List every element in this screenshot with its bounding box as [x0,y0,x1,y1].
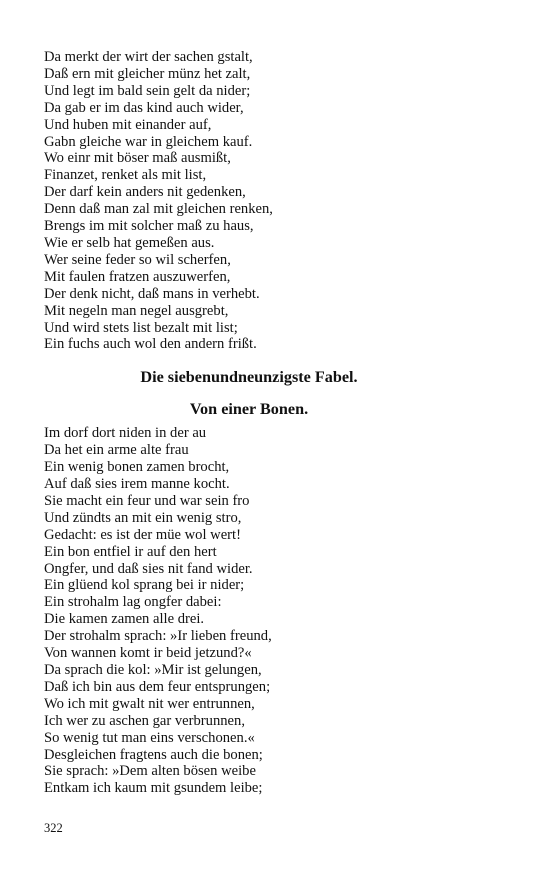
verse-line: Gedacht: es ist der müe wol wert! [44,526,241,543]
verse-line: Ein fuchs auch wol den andern frißt. [44,336,257,353]
verse-line: So wenig tut man eins verschonen.« [44,729,255,746]
verse-line: Brengs im mit solcher maß zu haus, [44,218,254,235]
verse-line: Mit negeln man negel ausgrebt, [44,302,229,319]
verse-line: Ein strohalm lag ongfer dabei: [44,594,222,611]
book-page [44,49,504,797]
verse-line: Entkam ich kaum mit gsundem leibe; [44,780,263,797]
verse-line: Ein bon entfiel ir auf den hert [44,543,217,560]
verse-line: Sie sprach: »Dem alten bösen weibe [44,763,256,780]
verse-line: Wo ich mit gwalt nit wer entrunnen, [44,695,255,712]
verse-line: Da het ein arme alte frau [44,442,189,459]
verse-line: Im dorf dort niden in der au [44,425,207,442]
verse-line: Der denk nicht, daß mans in verhebt. [44,285,260,302]
verse-line: Gabn gleiche war in gleichem kauf. [44,133,253,150]
verse-line: Da gab er im das kind auch wider, [44,99,244,116]
page-number: 322 [44,821,63,835]
verse-line: Wo einr mit böser maß ausmißt, [44,150,231,167]
verse-line: Desgleichen fragtens auch die bonen; [44,746,263,763]
poem-stanza-ending [44,49,504,353]
verse-line: Und huben mit einander auf, [44,116,212,133]
fable-heading: Die siebenundneunzigste Fabel. [140,368,358,387]
fable-subheading: Von einer Bonen. [189,400,309,419]
poem-stanza-fable [44,425,504,797]
verse-line: Ein wenig bonen zamen brocht, [44,459,230,476]
verse-line: Denn daß man zal mit gleichen renken, [44,201,273,218]
verse-line: Wer seine feder so wil scherfen, [44,251,231,268]
verse-line: Von wannen komt ir beid jetzund?« [44,645,252,662]
verse-line: Daß ern mit gleicher münz het zalt, [44,65,251,82]
verse-line: Und legt im bald sein gelt da nider; [44,82,251,99]
verse-line: Auf daß sies irem manne kocht. [44,476,230,493]
verse-line: Und zündts an mit ein wenig stro, [44,509,242,526]
verse-line: Die kamen zamen alle drei. [44,611,205,628]
verse-line: Da sprach die kol: »Mir ist gelungen, [44,662,262,678]
verse-line: Der strohalm sprach: »Ir lieben freund, [44,628,272,645]
verse-line: Der darf kein anders nit gedenken, [44,184,246,201]
verse-line: Daß ich bin aus dem feur entsprungen; [44,678,271,695]
verse-line: Mit faulen fratzen auszuwerfen, [44,268,231,285]
verse-line: Ongfer, und daß sies nit fand wider. [44,560,253,577]
verse-line: Sie macht ein feur und war sein fro [44,492,250,509]
verse-line: Da merkt der wirt der sachen gstalt, [44,49,253,65]
verse-line: Ich wer zu aschen gar verbrunnen, [44,712,245,729]
verse-line: Und wird stets list bezalt mit list; [44,319,238,336]
verse-line: Wie er selb hat gemeßen aus. [44,234,215,251]
verse-line: Finanzet, renket als mit list, [44,167,207,184]
verse-line: Ein glüend kol sprang bei ir nider; [44,577,245,594]
